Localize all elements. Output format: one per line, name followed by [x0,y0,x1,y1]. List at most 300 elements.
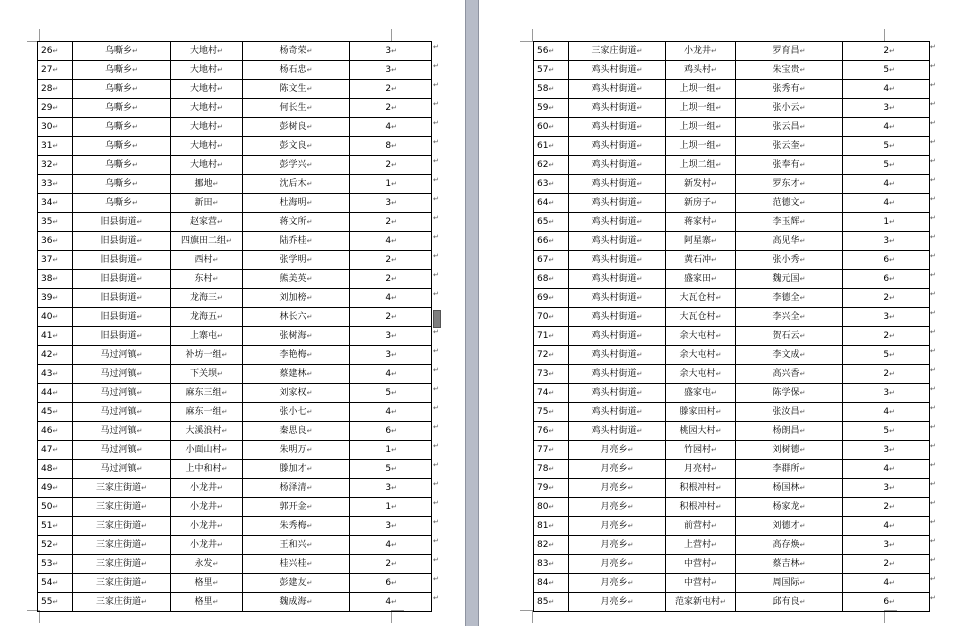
village-cell[interactable]: 龙海五↵ [171,308,243,327]
household-count-cell[interactable]: 2↵ [843,365,930,384]
row-number-cell[interactable]: 85↵ [534,593,569,612]
village-cell[interactable]: 四旗田二组↵ [171,232,243,251]
household-count-cell[interactable]: 1↵ [350,441,432,460]
table-row[interactable] [534,99,930,118]
row-number-cell[interactable]: 76↵ [534,422,569,441]
village-cell[interactable]: 上坝一组↵ [666,80,736,99]
village-cell[interactable]: 竹园村↵ [666,441,736,460]
household-count-cell[interactable]: 6↵ [843,270,930,289]
village-cell[interactable]: 龙海三↵ [171,289,243,308]
village-cell[interactable]: 前营村↵ [666,517,736,536]
householder-name-cell[interactable]: 张汝昌↵ [736,403,843,422]
township-cell[interactable]: 月亮乡↵ [569,460,666,479]
township-cell[interactable]: 乌嘶乡↵ [73,194,171,213]
village-cell[interactable]: 鸡头村↵ [666,61,736,80]
household-count-cell[interactable]: 4↵ [843,175,930,194]
village-cell[interactable]: 范家新屯村↵ [666,593,736,612]
row-number-cell[interactable]: 33↵ [38,175,73,194]
table-row[interactable] [38,441,432,460]
householder-name-cell[interactable]: 何长生↵ [243,99,350,118]
village-cell[interactable]: 大地村↵ [171,137,243,156]
household-count-cell[interactable]: 5↵ [843,137,930,156]
village-cell[interactable]: 上寨屯↵ [171,327,243,346]
row-number-cell[interactable]: 59↵ [534,99,569,118]
township-cell[interactable]: 马过河镇↵ [73,384,171,403]
householder-name-cell[interactable]: 李德全↵ [736,289,843,308]
household-count-cell[interactable]: 6↵ [843,593,930,612]
table-row[interactable] [534,498,930,517]
row-number-cell[interactable]: 72↵ [534,346,569,365]
village-cell[interactable]: 麻东一组↵ [171,403,243,422]
village-cell[interactable]: 月亮村↵ [666,460,736,479]
row-number-cell[interactable]: 80↵ [534,498,569,517]
householder-name-cell[interactable]: 李玉辉↵ [736,213,843,232]
township-cell[interactable]: 旧县街道↵ [73,213,171,232]
table-row[interactable] [534,156,930,175]
row-number-cell[interactable]: 68↵ [534,270,569,289]
householder-name-cell[interactable]: 彭文良↵ [243,137,350,156]
household-count-cell[interactable]: 5↵ [843,61,930,80]
row-number-cell[interactable]: 83↵ [534,555,569,574]
village-cell[interactable]: 大地村↵ [171,80,243,99]
householder-name-cell[interactable]: 熊美英↵ [243,270,350,289]
township-cell[interactable]: 鸡头村街道↵ [569,156,666,175]
village-cell[interactable]: 积根冲村↵ [666,479,736,498]
township-cell[interactable]: 旧县街道↵ [73,289,171,308]
village-cell[interactable]: 永发↵ [171,555,243,574]
row-number-cell[interactable]: 55↵ [38,593,73,612]
householder-name-cell[interactable]: 陈文生↵ [243,80,350,99]
household-count-cell[interactable]: 3↵ [843,441,930,460]
table-row[interactable] [38,327,432,346]
table-row[interactable] [38,460,432,479]
township-cell[interactable]: 旧县街道↵ [73,232,171,251]
householder-name-cell[interactable]: 王和兴↵ [243,536,350,555]
township-cell[interactable]: 鸡头村街道↵ [569,137,666,156]
village-cell[interactable]: 补坊一组↵ [171,346,243,365]
household-count-cell[interactable]: 5↵ [843,422,930,441]
village-cell[interactable]: 盛家田↵ [666,270,736,289]
table-row[interactable] [534,365,930,384]
householder-name-cell[interactable]: 蒋文所↵ [243,213,350,232]
table-row[interactable] [38,137,432,156]
township-cell[interactable]: 三家庄街道↵ [73,479,171,498]
row-number-cell[interactable]: 49↵ [38,479,73,498]
table-row[interactable] [534,308,930,327]
row-number-cell[interactable]: 46↵ [38,422,73,441]
row-number-cell[interactable]: 58↵ [534,80,569,99]
township-cell[interactable]: 鸡头村街道↵ [569,99,666,118]
household-count-cell[interactable]: 2↵ [350,251,432,270]
village-cell[interactable]: 东村↵ [171,270,243,289]
household-count-cell[interactable]: 4↵ [350,232,432,251]
village-cell[interactable]: 新房子↵ [666,194,736,213]
village-cell[interactable]: 赵家营↵ [171,213,243,232]
village-cell[interactable]: 挪地↵ [171,175,243,194]
township-cell[interactable]: 鸡头村街道↵ [569,422,666,441]
table-row[interactable] [38,517,432,536]
row-number-cell[interactable]: 31↵ [38,137,73,156]
township-cell[interactable]: 三家庄街道↵ [73,593,171,612]
householder-name-cell[interactable]: 杨奇荣↵ [243,42,350,61]
row-number-cell[interactable]: 47↵ [38,441,73,460]
household-count-cell[interactable]: 4↵ [350,536,432,555]
householder-name-cell[interactable]: 陆乔桂↵ [243,232,350,251]
village-cell[interactable]: 上中和村↵ [171,460,243,479]
township-cell[interactable]: 马过河镇↵ [73,441,171,460]
row-number-cell[interactable]: 41↵ [38,327,73,346]
township-cell[interactable]: 乌嘶乡↵ [73,42,171,61]
township-cell[interactable]: 旧县街道↵ [73,308,171,327]
row-number-cell[interactable]: 57↵ [534,61,569,80]
village-cell[interactable]: 麻东三组↵ [171,384,243,403]
table-row[interactable] [534,536,930,555]
row-number-cell[interactable]: 48↵ [38,460,73,479]
table-row[interactable] [38,593,432,612]
household-count-cell[interactable]: 1↵ [350,498,432,517]
householder-name-cell[interactable]: 魏元国↵ [736,270,843,289]
household-count-cell[interactable]: 2↵ [350,308,432,327]
table-row[interactable] [38,365,432,384]
township-cell[interactable]: 马过河镇↵ [73,365,171,384]
household-count-cell[interactable]: 2↵ [350,99,432,118]
row-number-cell[interactable]: 74↵ [534,384,569,403]
table-row[interactable] [38,118,432,137]
household-count-cell[interactable]: 2↵ [843,498,930,517]
township-cell[interactable]: 三家庄街道↵ [73,517,171,536]
township-cell[interactable]: 乌嘶乡↵ [73,61,171,80]
township-cell[interactable]: 乌嘶乡↵ [73,80,171,99]
table-row[interactable] [534,270,930,289]
householder-name-cell[interactable]: 林长六↵ [243,308,350,327]
township-cell[interactable]: 旧县街道↵ [73,270,171,289]
household-count-cell[interactable]: 1↵ [350,175,432,194]
village-cell[interactable]: 小龙井↵ [666,42,736,61]
village-cell[interactable]: 上坝一组↵ [666,118,736,137]
table-row[interactable] [38,232,432,251]
row-number-cell[interactable]: 84↵ [534,574,569,593]
household-count-cell[interactable]: 1↵ [843,213,930,232]
table-row[interactable] [38,61,432,80]
householder-name-cell[interactable]: 李群所↵ [736,460,843,479]
household-count-cell[interactable]: 2↵ [350,270,432,289]
village-cell[interactable]: 下关坝↵ [171,365,243,384]
householder-name-cell[interactable]: 张云奎↵ [736,137,843,156]
village-cell[interactable]: 中营村↵ [666,574,736,593]
table-row[interactable] [38,422,432,441]
village-cell[interactable]: 新田↵ [171,194,243,213]
row-number-cell[interactable]: 71↵ [534,327,569,346]
township-cell[interactable]: 鸡头村街道↵ [569,308,666,327]
householder-name-cell[interactable]: 高见华↵ [736,232,843,251]
township-cell[interactable]: 三家庄街道↵ [73,536,171,555]
table-row[interactable] [38,99,432,118]
village-cell[interactable]: 桃园大村↵ [666,422,736,441]
household-count-cell[interactable]: 5↵ [843,346,930,365]
householder-name-cell[interactable]: 杨石忠↵ [243,61,350,80]
household-count-cell[interactable]: 2↵ [350,80,432,99]
table-row[interactable] [534,80,930,99]
row-number-cell[interactable]: 52↵ [38,536,73,555]
village-cell[interactable]: 大瓦仓村↵ [666,289,736,308]
row-number-cell[interactable]: 81↵ [534,517,569,536]
table-row[interactable] [534,593,930,612]
village-cell[interactable]: 阿星寨↵ [666,232,736,251]
township-cell[interactable]: 三家庄街道↵ [569,42,666,61]
householder-name-cell[interactable]: 张小秀↵ [736,251,843,270]
table-row[interactable] [534,61,930,80]
village-cell[interactable]: 蒋家村↵ [666,213,736,232]
table-row[interactable] [534,42,930,61]
township-cell[interactable]: 鸡头村街道↵ [569,270,666,289]
household-count-cell[interactable]: 3↵ [843,308,930,327]
householder-name-cell[interactable]: 贺石云↵ [736,327,843,346]
table-row[interactable] [534,118,930,137]
row-number-cell[interactable]: 44↵ [38,384,73,403]
township-cell[interactable]: 三家庄街道↵ [73,498,171,517]
row-number-cell[interactable]: 51↵ [38,517,73,536]
household-count-cell[interactable]: 4↵ [350,118,432,137]
householder-name-cell[interactable]: 陈学保↵ [736,384,843,403]
table-row[interactable] [38,213,432,232]
household-count-cell[interactable]: 4↵ [350,593,432,612]
householder-name-cell[interactable]: 刘加榜↵ [243,289,350,308]
village-cell[interactable]: 上坝二组↵ [666,156,736,175]
township-cell[interactable]: 马过河镇↵ [73,422,171,441]
householder-name-cell[interactable]: 魏成海↵ [243,593,350,612]
township-cell[interactable]: 鸡头村街道↵ [569,346,666,365]
table-row[interactable] [38,251,432,270]
householder-name-cell[interactable]: 李兴全↵ [736,308,843,327]
village-cell[interactable]: 大地村↵ [171,42,243,61]
householder-name-cell[interactable]: 罗育昌↵ [736,42,843,61]
row-number-cell[interactable]: 56↵ [534,42,569,61]
township-cell[interactable]: 鸡头村街道↵ [569,80,666,99]
table-row[interactable] [38,80,432,99]
householder-name-cell[interactable]: 朱明万↵ [243,441,350,460]
table-row[interactable] [38,384,432,403]
township-cell[interactable]: 鸡头村街道↵ [569,118,666,137]
township-cell[interactable]: 月亮乡↵ [569,517,666,536]
household-count-cell[interactable]: 4↵ [843,517,930,536]
township-cell[interactable]: 月亮乡↵ [569,555,666,574]
table-row[interactable] [534,175,930,194]
householder-name-cell[interactable]: 杨家龙↵ [736,498,843,517]
row-number-cell[interactable]: 50↵ [38,498,73,517]
householder-name-cell[interactable]: 高存焕↵ [736,536,843,555]
table-row[interactable] [534,251,930,270]
village-cell[interactable]: 上坝一组↵ [666,99,736,118]
table-row[interactable] [38,574,432,593]
householder-name-cell[interactable]: 李艳梅↵ [243,346,350,365]
householder-name-cell[interactable]: 张树海↵ [243,327,350,346]
householder-name-cell[interactable]: 范德文↵ [736,194,843,213]
table-row[interactable] [534,517,930,536]
township-cell[interactable]: 鸡头村街道↵ [569,232,666,251]
household-count-cell[interactable]: 4↵ [843,194,930,213]
householder-name-cell[interactable]: 杜海明↵ [243,194,350,213]
table-row[interactable] [38,270,432,289]
township-cell[interactable]: 鸡头村街道↵ [569,327,666,346]
township-cell[interactable]: 月亮乡↵ [569,574,666,593]
row-number-cell[interactable]: 37↵ [38,251,73,270]
household-count-cell[interactable]: 3↵ [350,479,432,498]
household-count-cell[interactable]: 4↵ [843,80,930,99]
township-cell[interactable]: 马过河镇↵ [73,346,171,365]
table-row[interactable] [38,498,432,517]
household-count-cell[interactable]: 3↵ [350,517,432,536]
table-row[interactable] [534,422,930,441]
householder-name-cell[interactable]: 秦思良↵ [243,422,350,441]
household-count-cell[interactable]: 4↵ [350,365,432,384]
table-row[interactable] [534,289,930,308]
household-count-cell[interactable]: 2↵ [843,42,930,61]
householder-name-cell[interactable]: 桂兴桂↵ [243,555,350,574]
household-count-cell[interactable]: 2↵ [350,213,432,232]
township-cell[interactable]: 月亮乡↵ [569,593,666,612]
table-row[interactable] [38,479,432,498]
row-number-cell[interactable]: 79↵ [534,479,569,498]
household-count-cell[interactable]: 3↵ [843,536,930,555]
householder-name-cell[interactable]: 张奉有↵ [736,156,843,175]
household-count-cell[interactable]: 3↵ [350,61,432,80]
household-count-cell[interactable]: 4↵ [843,574,930,593]
householder-name-cell[interactable]: 张云昌↵ [736,118,843,137]
township-cell[interactable]: 鸡头村街道↵ [569,384,666,403]
row-number-cell[interactable]: 43↵ [38,365,73,384]
household-count-cell[interactable]: 3↵ [350,327,432,346]
row-number-cell[interactable]: 38↵ [38,270,73,289]
township-cell[interactable]: 乌嘶乡↵ [73,118,171,137]
village-cell[interactable]: 余大屯村↵ [666,365,736,384]
household-count-cell[interactable]: 4↵ [350,289,432,308]
householder-name-cell[interactable]: 刘德才↵ [736,517,843,536]
table-row[interactable] [534,460,930,479]
householder-name-cell[interactable]: 郭开金↵ [243,498,350,517]
householder-name-cell[interactable]: 彭学兴↵ [243,156,350,175]
householder-name-cell[interactable]: 彭建友↵ [243,574,350,593]
row-number-cell[interactable]: 29↵ [38,99,73,118]
table-row[interactable] [534,327,930,346]
householder-name-cell[interactable]: 刘家权↵ [243,384,350,403]
table-row[interactable] [534,403,930,422]
row-number-cell[interactable]: 30↵ [38,118,73,137]
table-row[interactable] [38,403,432,422]
householder-name-cell[interactable]: 周国际↵ [736,574,843,593]
table-resize-handle[interactable] [433,310,441,328]
row-number-cell[interactable]: 60↵ [534,118,569,137]
village-cell[interactable]: 新发村↵ [666,175,736,194]
household-count-cell[interactable]: 4↵ [843,403,930,422]
row-number-cell[interactable]: 64↵ [534,194,569,213]
township-cell[interactable]: 旧县街道↵ [73,327,171,346]
household-count-cell[interactable]: 4↵ [843,118,930,137]
township-cell[interactable]: 乌嘶乡↵ [73,137,171,156]
township-cell[interactable]: 鸡头村街道↵ [569,365,666,384]
village-cell[interactable]: 格里↵ [171,574,243,593]
table-row[interactable] [534,346,930,365]
table-row[interactable] [534,441,930,460]
row-number-cell[interactable]: 78↵ [534,460,569,479]
householder-name-cell[interactable]: 杨朗昌↵ [736,422,843,441]
table-row[interactable] [38,536,432,555]
table-row[interactable] [38,156,432,175]
village-cell[interactable]: 小龙井↵ [171,517,243,536]
village-cell[interactable]: 小龙井↵ [171,479,243,498]
table-row[interactable] [38,346,432,365]
table-row[interactable] [38,194,432,213]
row-number-cell[interactable]: 54↵ [38,574,73,593]
village-cell[interactable]: 大地村↵ [171,156,243,175]
township-cell[interactable]: 马过河镇↵ [73,460,171,479]
household-count-cell[interactable]: 3↵ [843,99,930,118]
table-row[interactable] [38,289,432,308]
row-number-cell[interactable]: 39↵ [38,289,73,308]
household-count-cell[interactable]: 3↵ [843,479,930,498]
table-row[interactable] [38,308,432,327]
village-cell[interactable]: 上坝一组↵ [666,137,736,156]
householder-name-cell[interactable]: 张小七↵ [243,403,350,422]
township-cell[interactable]: 三家庄街道↵ [73,555,171,574]
household-count-cell[interactable]: 4↵ [843,460,930,479]
householder-name-cell[interactable]: 朱宝贵↵ [736,61,843,80]
household-count-cell[interactable]: 2↵ [843,289,930,308]
householder-name-cell[interactable]: 邱有良↵ [736,593,843,612]
table-row[interactable] [38,175,432,194]
village-cell[interactable]: 小龙井↵ [171,536,243,555]
householder-name-cell[interactable]: 杨泽清↵ [243,479,350,498]
row-number-cell[interactable]: 32↵ [38,156,73,175]
township-cell[interactable]: 月亮乡↵ [569,498,666,517]
row-number-cell[interactable]: 45↵ [38,403,73,422]
household-count-cell[interactable]: 8↵ [350,137,432,156]
row-number-cell[interactable]: 66↵ [534,232,569,251]
township-cell[interactable]: 马过河镇↵ [73,403,171,422]
row-number-cell[interactable]: 27↵ [38,61,73,80]
householder-name-cell[interactable]: 蔡吉林↵ [736,555,843,574]
township-cell[interactable]: 鸡头村街道↵ [569,194,666,213]
village-cell[interactable]: 滕家田村↵ [666,403,736,422]
table-row[interactable] [534,194,930,213]
household-count-cell[interactable]: 3↵ [350,194,432,213]
row-number-cell[interactable]: 61↵ [534,137,569,156]
table-row[interactable] [534,384,930,403]
table-row[interactable] [38,42,432,61]
row-number-cell[interactable]: 65↵ [534,213,569,232]
householder-name-cell[interactable]: 沈后木↵ [243,175,350,194]
township-cell[interactable]: 月亮乡↵ [569,479,666,498]
village-cell[interactable]: 余大屯村↵ [666,327,736,346]
township-cell[interactable]: 鸡头村街道↵ [569,403,666,422]
household-count-cell[interactable]: 3↵ [350,42,432,61]
table-row[interactable] [534,213,930,232]
row-number-cell[interactable]: 28↵ [38,80,73,99]
township-cell[interactable]: 三家庄街道↵ [73,574,171,593]
row-number-cell[interactable]: 53↵ [38,555,73,574]
township-cell[interactable]: 鸡头村街道↵ [569,251,666,270]
row-number-cell[interactable]: 82↵ [534,536,569,555]
township-cell[interactable]: 鸡头村街道↵ [569,175,666,194]
householder-name-cell[interactable]: 张学明↵ [243,251,350,270]
householder-name-cell[interactable]: 高兴香↵ [736,365,843,384]
village-cell[interactable]: 大地村↵ [171,118,243,137]
row-number-cell[interactable]: 36↵ [38,232,73,251]
row-number-cell[interactable]: 69↵ [534,289,569,308]
household-count-cell[interactable]: 3↵ [843,384,930,403]
village-cell[interactable]: 小龙井↵ [171,498,243,517]
household-count-cell[interactable]: 5↵ [350,384,432,403]
row-number-cell[interactable]: 62↵ [534,156,569,175]
